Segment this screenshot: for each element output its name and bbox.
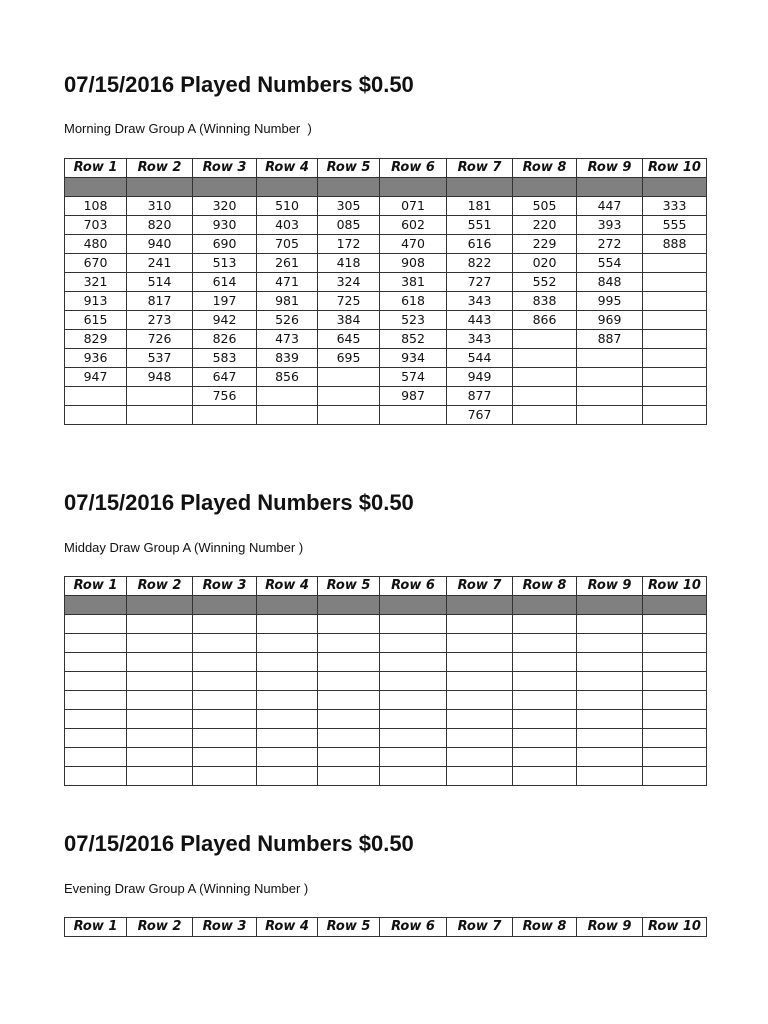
number-cell [447, 729, 513, 748]
number-cell: 949 [447, 368, 513, 387]
number-cell: 473 [257, 330, 318, 349]
number-cell [447, 767, 513, 786]
number-cell [447, 691, 513, 710]
number-cell [643, 368, 707, 387]
number-cell [193, 672, 257, 691]
number-cell [513, 691, 577, 710]
number-cell: 618 [380, 292, 447, 311]
number-cell: 381 [380, 273, 447, 292]
column-header: Row 5 [318, 577, 380, 596]
number-cell: 181 [447, 197, 513, 216]
number-cell [318, 767, 380, 786]
number-cell [127, 634, 193, 653]
number-cell: 942 [193, 311, 257, 330]
number-cell: 913 [65, 292, 127, 311]
number-cell: 936 [65, 349, 127, 368]
number-cell [577, 672, 643, 691]
number-cell: 273 [127, 311, 193, 330]
number-cell: 384 [318, 311, 380, 330]
header-row [65, 918, 707, 937]
number-cell [257, 615, 318, 634]
number-cell [643, 691, 707, 710]
number-cell [643, 653, 707, 672]
number-cell [513, 767, 577, 786]
number-cell [318, 691, 380, 710]
number-cell [65, 615, 127, 634]
number-cell [513, 634, 577, 653]
band-cell [643, 596, 707, 615]
column-header: Row 8 [513, 918, 577, 937]
number-cell [318, 672, 380, 691]
number-cell [193, 653, 257, 672]
number-cell: 616 [447, 235, 513, 254]
number-cell [513, 615, 577, 634]
number-cell: 695 [318, 349, 380, 368]
number-cell [127, 767, 193, 786]
band-cell [127, 596, 193, 615]
number-cell [65, 406, 127, 425]
section-subtitle: Evening Draw Group A (Winning Number ) [64, 881, 309, 896]
number-cell [447, 634, 513, 653]
number-cell [257, 672, 318, 691]
number-cell: 930 [193, 216, 257, 235]
column-header: Row 5 [318, 918, 380, 937]
number-cell: 987 [380, 387, 447, 406]
number-cell [65, 729, 127, 748]
number-cell [380, 672, 447, 691]
number-cell: 705 [257, 235, 318, 254]
number-cell [643, 615, 707, 634]
number-cell: 602 [380, 216, 447, 235]
number-cell: 826 [193, 330, 257, 349]
number-cell [643, 634, 707, 653]
table-row [65, 292, 707, 311]
number-cell: 725 [318, 292, 380, 311]
number-cell: 554 [577, 254, 643, 273]
band-cell [257, 178, 318, 197]
number-cell: 333 [643, 197, 707, 216]
number-cell [380, 691, 447, 710]
column-header: Row 6 [380, 918, 447, 937]
number-cell: 839 [257, 349, 318, 368]
table-row [65, 634, 707, 653]
table-row [65, 216, 707, 235]
number-cell [577, 368, 643, 387]
column-header: Row 9 [577, 577, 643, 596]
number-cell: 817 [127, 292, 193, 311]
number-cell: 443 [447, 311, 513, 330]
number-cell: 877 [447, 387, 513, 406]
number-cell: 555 [643, 216, 707, 235]
number-cell [257, 767, 318, 786]
evening-section [64, 831, 706, 934]
number-cell: 020 [513, 254, 577, 273]
number-cell [643, 330, 707, 349]
number-cell [380, 729, 447, 748]
number-cell: 241 [127, 254, 193, 273]
number-cell: 505 [513, 197, 577, 216]
number-cell [513, 368, 577, 387]
number-cell: 822 [447, 254, 513, 273]
number-cell: 888 [643, 235, 707, 254]
number-cell: 934 [380, 349, 447, 368]
table-row [65, 387, 707, 406]
number-cell [513, 349, 577, 368]
number-cell: 403 [257, 216, 318, 235]
number-cell: 526 [257, 311, 318, 330]
number-cell: 310 [127, 197, 193, 216]
number-cell [577, 406, 643, 425]
number-cell [643, 748, 707, 767]
numbers-table [64, 917, 707, 937]
number-cell [65, 767, 127, 786]
number-cell [127, 710, 193, 729]
number-cell: 272 [577, 235, 643, 254]
number-cell: 320 [193, 197, 257, 216]
number-cell: 838 [513, 292, 577, 311]
column-header: Row 4 [257, 159, 318, 178]
column-header: Row 10 [643, 159, 707, 178]
number-cell [127, 615, 193, 634]
number-cell [577, 615, 643, 634]
number-cell [193, 748, 257, 767]
number-cell: 645 [318, 330, 380, 349]
number-cell [643, 672, 707, 691]
number-cell [257, 710, 318, 729]
number-cell [643, 387, 707, 406]
number-cell: 848 [577, 273, 643, 292]
number-cell [577, 349, 643, 368]
column-header: Row 10 [643, 918, 707, 937]
number-cell [380, 634, 447, 653]
table-row [65, 406, 707, 425]
number-cell: 321 [65, 273, 127, 292]
number-cell: 908 [380, 254, 447, 273]
table-row [65, 235, 707, 254]
number-cell [513, 729, 577, 748]
band-cell [447, 178, 513, 197]
band-cell [380, 178, 447, 197]
column-header: Row 3 [193, 577, 257, 596]
band-cell [577, 178, 643, 197]
band-cell [318, 178, 380, 197]
number-cell [577, 710, 643, 729]
number-cell [65, 691, 127, 710]
number-cell [513, 672, 577, 691]
table-row [65, 672, 707, 691]
number-cell: 343 [447, 330, 513, 349]
section-subtitle: Morning Draw Group A (Winning Number ) [64, 121, 312, 136]
number-cell [257, 634, 318, 653]
band-cell [65, 596, 127, 615]
band-cell [65, 178, 127, 197]
column-header: Row 7 [447, 159, 513, 178]
band-cell [380, 596, 447, 615]
winning-number-band [65, 178, 707, 197]
number-cell [577, 748, 643, 767]
number-cell: 726 [127, 330, 193, 349]
number-cell: 393 [577, 216, 643, 235]
number-cell [318, 387, 380, 406]
table-row [65, 653, 707, 672]
column-header: Row 1 [65, 918, 127, 937]
column-header: Row 1 [65, 159, 127, 178]
number-cell: 767 [447, 406, 513, 425]
number-cell: 981 [257, 292, 318, 311]
number-cell [193, 691, 257, 710]
number-cell [65, 672, 127, 691]
number-cell: 343 [447, 292, 513, 311]
number-cell: 866 [513, 311, 577, 330]
column-header: Row 1 [65, 577, 127, 596]
column-header: Row 3 [193, 918, 257, 937]
column-header: Row 2 [127, 918, 193, 937]
number-cell: 703 [65, 216, 127, 235]
table-row [65, 330, 707, 349]
band-cell [513, 596, 577, 615]
column-header: Row 4 [257, 918, 318, 937]
column-header: Row 8 [513, 577, 577, 596]
header-row [65, 577, 707, 596]
number-cell: 510 [257, 197, 318, 216]
number-cell [577, 729, 643, 748]
number-cell: 887 [577, 330, 643, 349]
number-cell: 856 [257, 368, 318, 387]
section-title: 07/15/2016 Played Numbers $0.50 [64, 831, 414, 856]
number-cell [577, 387, 643, 406]
table-row [65, 748, 707, 767]
number-cell [127, 729, 193, 748]
number-cell [643, 767, 707, 786]
number-cell [447, 710, 513, 729]
band-cell [257, 596, 318, 615]
number-cell: 969 [577, 311, 643, 330]
number-cell [65, 748, 127, 767]
number-cell [577, 653, 643, 672]
number-cell [257, 748, 318, 767]
section-title: 07/15/2016 Played Numbers $0.50 [64, 490, 414, 515]
number-cell [380, 615, 447, 634]
column-header: Row 7 [447, 577, 513, 596]
band-cell [577, 596, 643, 615]
number-cell [318, 634, 380, 653]
number-cell [257, 653, 318, 672]
number-cell [643, 254, 707, 273]
number-cell [643, 292, 707, 311]
table-row [65, 710, 707, 729]
column-header: Row 7 [447, 918, 513, 937]
band-cell [513, 178, 577, 197]
number-cell [127, 387, 193, 406]
number-cell [127, 748, 193, 767]
number-cell: 670 [65, 254, 127, 273]
number-cell: 229 [513, 235, 577, 254]
number-cell: 583 [193, 349, 257, 368]
number-cell [127, 406, 193, 425]
number-cell: 470 [380, 235, 447, 254]
number-cell [513, 330, 577, 349]
number-cell [447, 748, 513, 767]
number-cell: 820 [127, 216, 193, 235]
number-cell [513, 748, 577, 767]
number-cell [447, 615, 513, 634]
number-cell [65, 634, 127, 653]
number-cell: 852 [380, 330, 447, 349]
table-row [65, 767, 707, 786]
number-cell: 948 [127, 368, 193, 387]
header-row [65, 159, 707, 178]
number-cell [577, 634, 643, 653]
number-cell [380, 767, 447, 786]
band-cell [318, 596, 380, 615]
number-cell: 085 [318, 216, 380, 235]
number-cell: 537 [127, 349, 193, 368]
column-header: Row 8 [513, 159, 577, 178]
table-row [65, 349, 707, 368]
section-subtitle: Midday Draw Group A (Winning Number ) [64, 540, 304, 555]
number-cell [65, 653, 127, 672]
number-cell [447, 672, 513, 691]
number-cell: 108 [65, 197, 127, 216]
column-header: Row 2 [127, 159, 193, 178]
number-cell: 614 [193, 273, 257, 292]
number-cell: 471 [257, 273, 318, 292]
number-cell [127, 653, 193, 672]
morning-section [64, 72, 706, 422]
number-cell [193, 767, 257, 786]
number-cell: 514 [127, 273, 193, 292]
table-row [65, 368, 707, 387]
number-cell [193, 634, 257, 653]
number-cell [127, 691, 193, 710]
number-cell: 690 [193, 235, 257, 254]
number-cell [318, 615, 380, 634]
number-cell: 220 [513, 216, 577, 235]
number-cell: 544 [447, 349, 513, 368]
table-row [65, 197, 707, 216]
number-cell: 480 [65, 235, 127, 254]
column-header: Row 6 [380, 159, 447, 178]
column-header: Row 10 [643, 577, 707, 596]
number-cell [513, 653, 577, 672]
number-cell: 647 [193, 368, 257, 387]
number-cell [577, 691, 643, 710]
number-cell: 071 [380, 197, 447, 216]
number-cell: 305 [318, 197, 380, 216]
table-row [65, 273, 707, 292]
band-cell [193, 178, 257, 197]
column-header: Row 6 [380, 577, 447, 596]
number-cell: 197 [193, 292, 257, 311]
number-cell [643, 349, 707, 368]
number-cell [318, 653, 380, 672]
band-cell [643, 178, 707, 197]
number-cell: 727 [447, 273, 513, 292]
number-cell [513, 406, 577, 425]
number-cell [643, 406, 707, 425]
number-cell: 552 [513, 273, 577, 292]
number-cell: 324 [318, 273, 380, 292]
band-cell [193, 596, 257, 615]
number-cell [193, 729, 257, 748]
number-cell [513, 387, 577, 406]
number-cell [257, 387, 318, 406]
column-header: Row 4 [257, 577, 318, 596]
column-header: Row 9 [577, 159, 643, 178]
number-cell [318, 368, 380, 387]
number-cell [318, 406, 380, 425]
number-cell [257, 729, 318, 748]
midday-section [64, 490, 706, 593]
number-cell: 574 [380, 368, 447, 387]
number-cell [257, 691, 318, 710]
column-header: Row 5 [318, 159, 380, 178]
table-row [65, 615, 707, 634]
number-cell [643, 710, 707, 729]
number-cell [318, 729, 380, 748]
number-cell [257, 406, 318, 425]
number-cell [577, 767, 643, 786]
number-cell [318, 710, 380, 729]
number-cell: 447 [577, 197, 643, 216]
column-header: Row 9 [577, 918, 643, 937]
table-row [65, 311, 707, 330]
number-cell: 513 [193, 254, 257, 273]
number-cell [380, 710, 447, 729]
number-cell [127, 672, 193, 691]
number-cell [447, 653, 513, 672]
winning-number-band [65, 596, 707, 615]
number-cell [643, 273, 707, 292]
column-header: Row 2 [127, 577, 193, 596]
number-cell [193, 710, 257, 729]
numbers-table [64, 158, 707, 425]
number-cell: 261 [257, 254, 318, 273]
number-cell [65, 387, 127, 406]
number-cell: 523 [380, 311, 447, 330]
number-cell [193, 615, 257, 634]
table-row [65, 691, 707, 710]
table-row [65, 729, 707, 748]
number-cell [643, 311, 707, 330]
number-cell: 947 [65, 368, 127, 387]
number-cell: 995 [577, 292, 643, 311]
numbers-table [64, 576, 707, 786]
column-header: Row 3 [193, 159, 257, 178]
number-cell [380, 748, 447, 767]
number-cell [513, 710, 577, 729]
number-cell [318, 748, 380, 767]
number-cell: 418 [318, 254, 380, 273]
number-cell [380, 653, 447, 672]
number-cell: 172 [318, 235, 380, 254]
number-cell [643, 729, 707, 748]
number-cell: 551 [447, 216, 513, 235]
section-title: 07/15/2016 Played Numbers $0.50 [64, 72, 414, 97]
band-cell [447, 596, 513, 615]
number-cell [380, 406, 447, 425]
number-cell: 829 [65, 330, 127, 349]
number-cell: 940 [127, 235, 193, 254]
table-row [65, 254, 707, 273]
band-cell [127, 178, 193, 197]
number-cell: 615 [65, 311, 127, 330]
number-cell [193, 406, 257, 425]
number-cell: 756 [193, 387, 257, 406]
number-cell [65, 710, 127, 729]
